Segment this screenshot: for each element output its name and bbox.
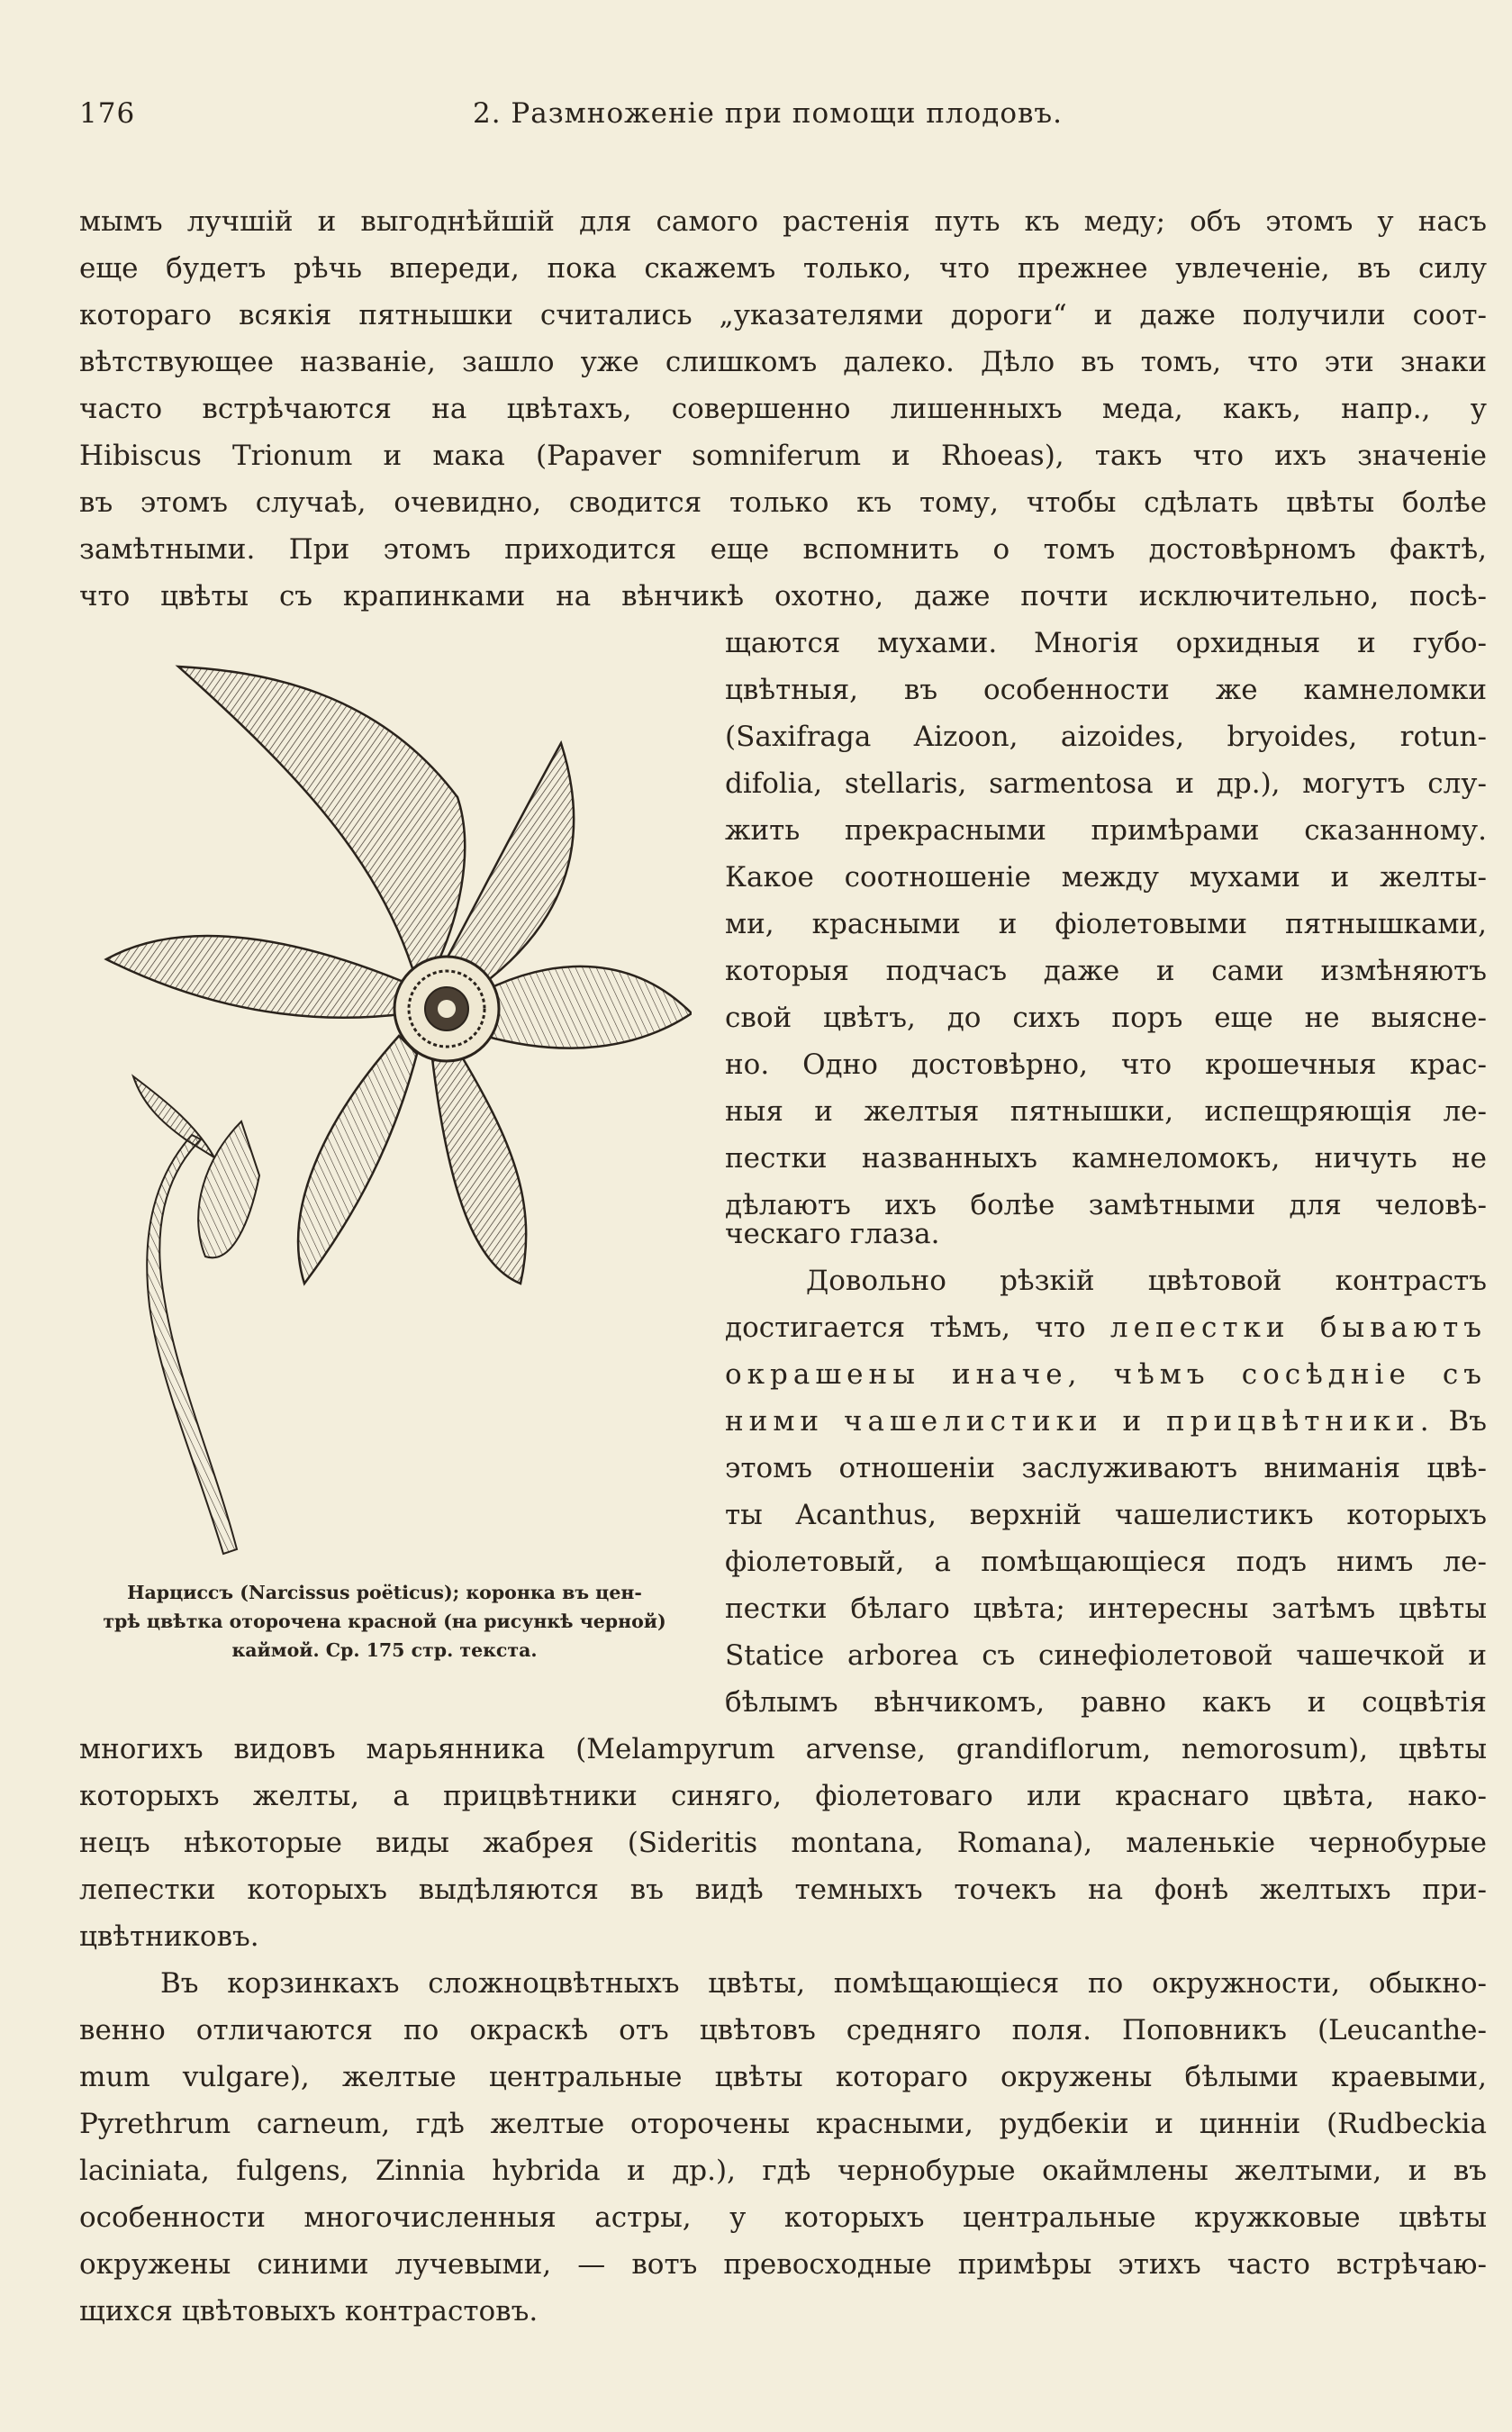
paragraph-first-line: Довольно рѣзкій цвѣтовой контрастъ bbox=[806, 1265, 1487, 1297]
text-line: цвѣтныя, въ особенности же камнеломки bbox=[725, 674, 1487, 706]
text-line: пестки названныхъ камнеломокъ, ничуть не bbox=[725, 1142, 1487, 1175]
text-line: бѣлымъ вѣнчикомъ, равно какъ и соцвѣтія bbox=[725, 1686, 1487, 1719]
caption-line: Нарциссъ (Narcissus poëticus); коронка въ цен- bbox=[127, 1582, 642, 1603]
text-line: особенности многочисленныя астры, у которыхъ центральные кружковые цвѣты bbox=[79, 2201, 1487, 2234]
text-line: свой цвѣтъ, до сихъ поръ еще не выясне- bbox=[725, 1002, 1487, 1034]
text-line: котораго всякія пятнышки считались „указателями дороги“ и даже получили соот- bbox=[79, 299, 1487, 331]
text-line: Statice arborea съ синефіолетовой чашечкой и bbox=[725, 1639, 1487, 1672]
text-line: венно отличаются по окраскѣ отъ цвѣтовъ средняго поля. Поповникъ (Leucanthe- bbox=[79, 2014, 1487, 2046]
narcissus-flower-engraving bbox=[79, 635, 692, 1563]
text-line: mum vulgare), желтые центральные цвѣты котораго окружены бѣлыми краевыми, bbox=[79, 2061, 1487, 2093]
text-line: еще будетъ рѣчь впереди, пока скажемъ только, что прежнее увлеченіе, въ силу bbox=[79, 252, 1487, 285]
text-line: которыя подчасъ даже и сами измѣняютъ bbox=[725, 955, 1487, 987]
text-line: лепестки которыхъ выдѣляются въ видѣ темныхъ точекъ на фонѣ желтыхъ при- bbox=[79, 1874, 1487, 1906]
text-line bbox=[725, 1403, 1487, 1439]
spaced-emphasis: ними чашелистики и прицвѣтники. bbox=[725, 1405, 1435, 1438]
text-line: часто встрѣчаются на цвѣтахъ, совершенно лишенныхъ меда, какъ, напр., у bbox=[79, 393, 1487, 425]
text-line: Hibiscus Trionum и мака (Papaver somniferum и Rhoeas), такъ что ихъ значеніе bbox=[79, 440, 1487, 472]
caption-line: трѣ цвѣтка оторочена красной (на рисункѣ черной) bbox=[103, 1611, 666, 1632]
text-line: замѣтными. При этомъ приходится еще вспомнить о томъ достовѣрномъ фактѣ, bbox=[79, 533, 1487, 566]
text-line: ческаго глаза. bbox=[725, 1218, 940, 1250]
spaced-emphasis: лепестки бываютъ bbox=[1109, 1311, 1487, 1344]
text-run: достигается тѣмъ, что bbox=[725, 1311, 1110, 1344]
text-line: щаются мухами. Многія орхидныя и губо- bbox=[725, 627, 1487, 659]
text-line: но. Одно достовѣрно, что крошечныя крас- bbox=[725, 1048, 1487, 1081]
text-line: цвѣтниковъ. bbox=[79, 1920, 259, 1953]
text-line: что цвѣты съ крапинками на вѣнчикѣ охотно, даже почти исключительно, посѣ- bbox=[79, 580, 1487, 613]
text-line: нецъ нѣкоторые виды жабрея (Sideritis montana, Romana), маленькіе чернобурые bbox=[79, 1827, 1487, 1859]
running-header bbox=[79, 97, 1484, 133]
text-line bbox=[725, 1310, 1487, 1346]
figure-caption bbox=[74, 1578, 695, 1665]
page-number: 176 bbox=[79, 97, 136, 130]
text-run: Въ bbox=[1434, 1405, 1487, 1438]
text-line: щихся цвѣтовыхъ контрастовъ. bbox=[79, 2295, 539, 2328]
text-line: ты Acanthus, верхній чашелистикъ которыхъ bbox=[725, 1499, 1487, 1531]
text-line: этомъ отношеніи заслуживаютъ вниманія цвѣ- bbox=[725, 1452, 1487, 1484]
text-line: difolia, stellaris, sarmentosa и др.), могутъ слу- bbox=[725, 767, 1487, 800]
text-line: дѣлаютъ ихъ болѣе замѣтными для человѣ- bbox=[725, 1189, 1487, 1221]
text-line: ныя и желтыя пятнышки, испещряющія ле- bbox=[725, 1095, 1487, 1128]
text-line: жить прекрасными примѣрами сказанному. bbox=[725, 814, 1487, 847]
caption-line: каймой. Ср. 175 стр. текста. bbox=[231, 1639, 538, 1661]
paragraph-first-line: Въ корзинкахъ сложноцвѣтныхъ цвѣты, помѣщающіеся по окружности, обыкно- bbox=[160, 1967, 1487, 2000]
text-line: laciniata, fulgens, Zinnia hybrida и др.), гдѣ чернобурые окаймлены желтыми, и въ bbox=[79, 2155, 1487, 2187]
running-title: 2. Размноженіе при помощи плодовъ. bbox=[473, 97, 1064, 130]
text-line: ми, красными и фіолетовыми пятнышками, bbox=[725, 908, 1487, 940]
text-line: мымъ лучшій и выгоднѣйшій для самого растенія путь къ меду; объ этомъ у насъ bbox=[79, 205, 1487, 238]
text-line: которыхъ желты, а прицвѣтники синяго, фіолетоваго или краснаго цвѣта, нако- bbox=[79, 1780, 1487, 1812]
text-line: въ этомъ случаѣ, очевидно, сводится только къ тому, чтобы сдѣлать цвѣты болѣе bbox=[79, 486, 1487, 519]
spaced-emphasis: окрашены иначе, чѣмъ сосѣдніе съ bbox=[725, 1358, 1487, 1391]
text-line: (Saxifraga Aizoon, aizoides, bryoides, rotun- bbox=[725, 721, 1487, 753]
text-line: окружены синими лучевыми, — вотъ превосходные примѣры этихъ часто встрѣчаю- bbox=[79, 2248, 1487, 2281]
text-line: фіолетовый, а помѣщающіеся подъ нимъ ле- bbox=[725, 1546, 1487, 1578]
text-line: Pyrethrum carneum, гдѣ желтые оторочены красными, рудбекіи и цинніи (Rudbeckia bbox=[79, 2108, 1487, 2140]
text-line: Какое соотношеніе между мухами и желты- bbox=[725, 861, 1487, 894]
narcissus-illustration-icon bbox=[79, 635, 692, 1563]
text-line: вѣтствующее названіе, зашло уже слишкомъ далеко. Дѣло въ томъ, что эти знаки bbox=[79, 346, 1487, 378]
text-line: многихъ видовъ марьянника (Melampyrum arvense, grandiflorum, nemorosum), цвѣты bbox=[79, 1733, 1487, 1765]
text-line: пестки бѣлаго цвѣта; интересны затѣмъ цвѣты bbox=[725, 1593, 1487, 1625]
